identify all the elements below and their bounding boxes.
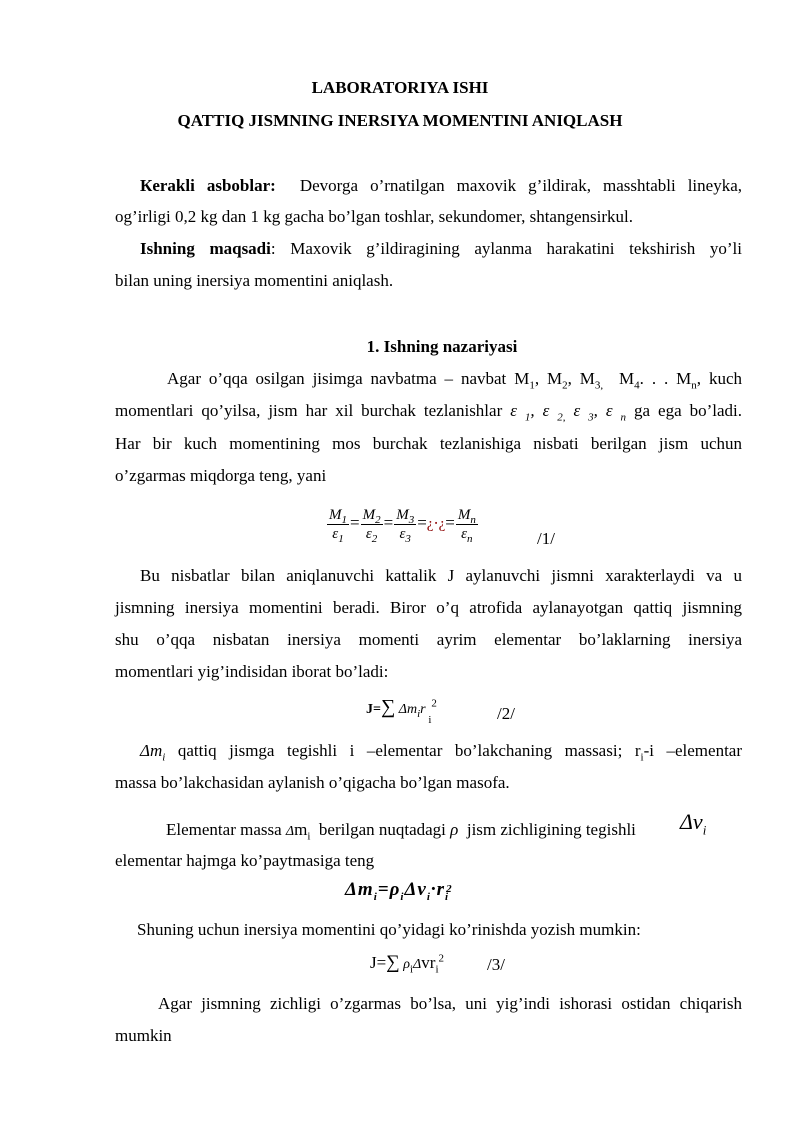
p1-line-c: Har bir kuch momentining mos burchak tezlanishiga nisbati berilgan jism uchun	[115, 434, 742, 453]
p1-line-d: o’zgarmas miqdorga teng, yani	[115, 466, 327, 485]
p1-line-a: Agar o’qqa osilgan jisimga navbatma – navbat $M_1$, $M_2$, $M_{3,}$ $M_4$. . . $M_n$, kuch	[167, 369, 742, 392]
p6-line-a: Agar jismning zichligi o’zgarmas bo’lsa, uni yig’indi ishorasi ostidan chiqarish	[158, 994, 742, 1013]
p2-line-a: Bu nisbatlar bilan aniqlanuvchi kattalik J aylanuvchi jismni xarakterlaydi va u	[140, 566, 742, 585]
equation-3: J=∑ $\rho_i\Delta vr_i^2$	[370, 952, 444, 976]
equation-1: $\frac{M_1}{\varepsilon_1}$ = $\frac{M_2}{\varepsilon_2}$ = $\frac{M_3}{\varepsilon_3}$ =¿⋅¿= $\frac{M_n}{\varepsilon_n}$	[329, 506, 476, 545]
equipment-text-1: Devorga o’rnatilgan maxovik g’ildirak, masshtabli lineyka,	[299, 176, 742, 195]
delta-m-symbol: $\Delta m_i$	[140, 741, 166, 764]
equipment-text-2: og’irligi 0,2 kg dan 1 kg gacha bo’lgan toshlar, sekundomer, shtangensirkul.	[115, 207, 633, 226]
p3-line-b: massa bo’lakchasidan aylanish o’qigacha bo’lgan masofa.	[115, 773, 510, 792]
p2-line-c: shu o’qqa nisbatan inersiya momenti ayrim elementar bo’laklarning inersiya	[115, 630, 742, 649]
goal-text-2: bilan uning inersiya momentini aniqlash.	[115, 271, 394, 290]
epsilon-list: ε $_1$, ε $_{2,}$ ε $_3$, ε $_n$	[510, 401, 627, 424]
lab-title: LABORATORIYA ISHI	[311, 78, 489, 97]
p4-line-a: Elementar massa $\Delta m_i$ berilgan nuqtadagi ρ jism zichligining tegishli	[166, 820, 636, 843]
p4-line-b: elementar hajmga ko’paytmasiga teng	[115, 851, 375, 870]
lab-subtitle: QATTIQ JISMNING INERSIYA MOMENTINI ANIQLASH	[177, 111, 623, 130]
p2-line-b: jismning inersiya momentini beradi. Biror o’q atrofida aylanayotgan qattiq jismning	[115, 598, 742, 617]
p3-line-a: $\Delta m_i$ qattiq jismga tegishli i –elementar bo’lakchaning massasi; $r_i-i$ –elementar	[140, 741, 742, 764]
goal-label: Ishning maqsadi	[140, 239, 271, 258]
delta-v-symbol: $\Delta v_i$	[680, 809, 707, 838]
goal-text-1: : Maxovik g’ildiragining aylanma harakatini tekshirish yo’li	[270, 239, 742, 258]
section-title: 1. Ishning nazariyasi	[366, 337, 518, 356]
equation-1-label: /1/	[537, 529, 555, 548]
equipment-line-1	[115, 176, 742, 196]
p5: Shuning uchun inersiya momentini qo’yidagi ko’rinishda yozish mumkin:	[137, 920, 641, 939]
goal-line-1	[115, 239, 742, 259]
equipment-label: Кerakli asboblar:	[140, 176, 276, 195]
equation-3-label: /3/	[487, 955, 505, 974]
equation-2: J=∑ $\Delta m_ir$ $_i^2$	[366, 696, 437, 727]
equation-mass-element: $\Delta m_i=\rho_i\Delta v_i\cdot r_i^2$	[345, 879, 453, 903]
equation-2-label: /2/	[497, 704, 515, 723]
p2-line-d: momentlari yig’indisidan iborat bo’ladi:	[115, 662, 389, 681]
p1-line-b: momentlari qo’yilsa, jism har xil burchak tezlanishlar ε $_1$, ε $_{2,}$ ε $_3$, ε $_n$ ga ega bo’ladi.	[115, 401, 742, 424]
p6-line-b: mumkin	[115, 1026, 172, 1045]
